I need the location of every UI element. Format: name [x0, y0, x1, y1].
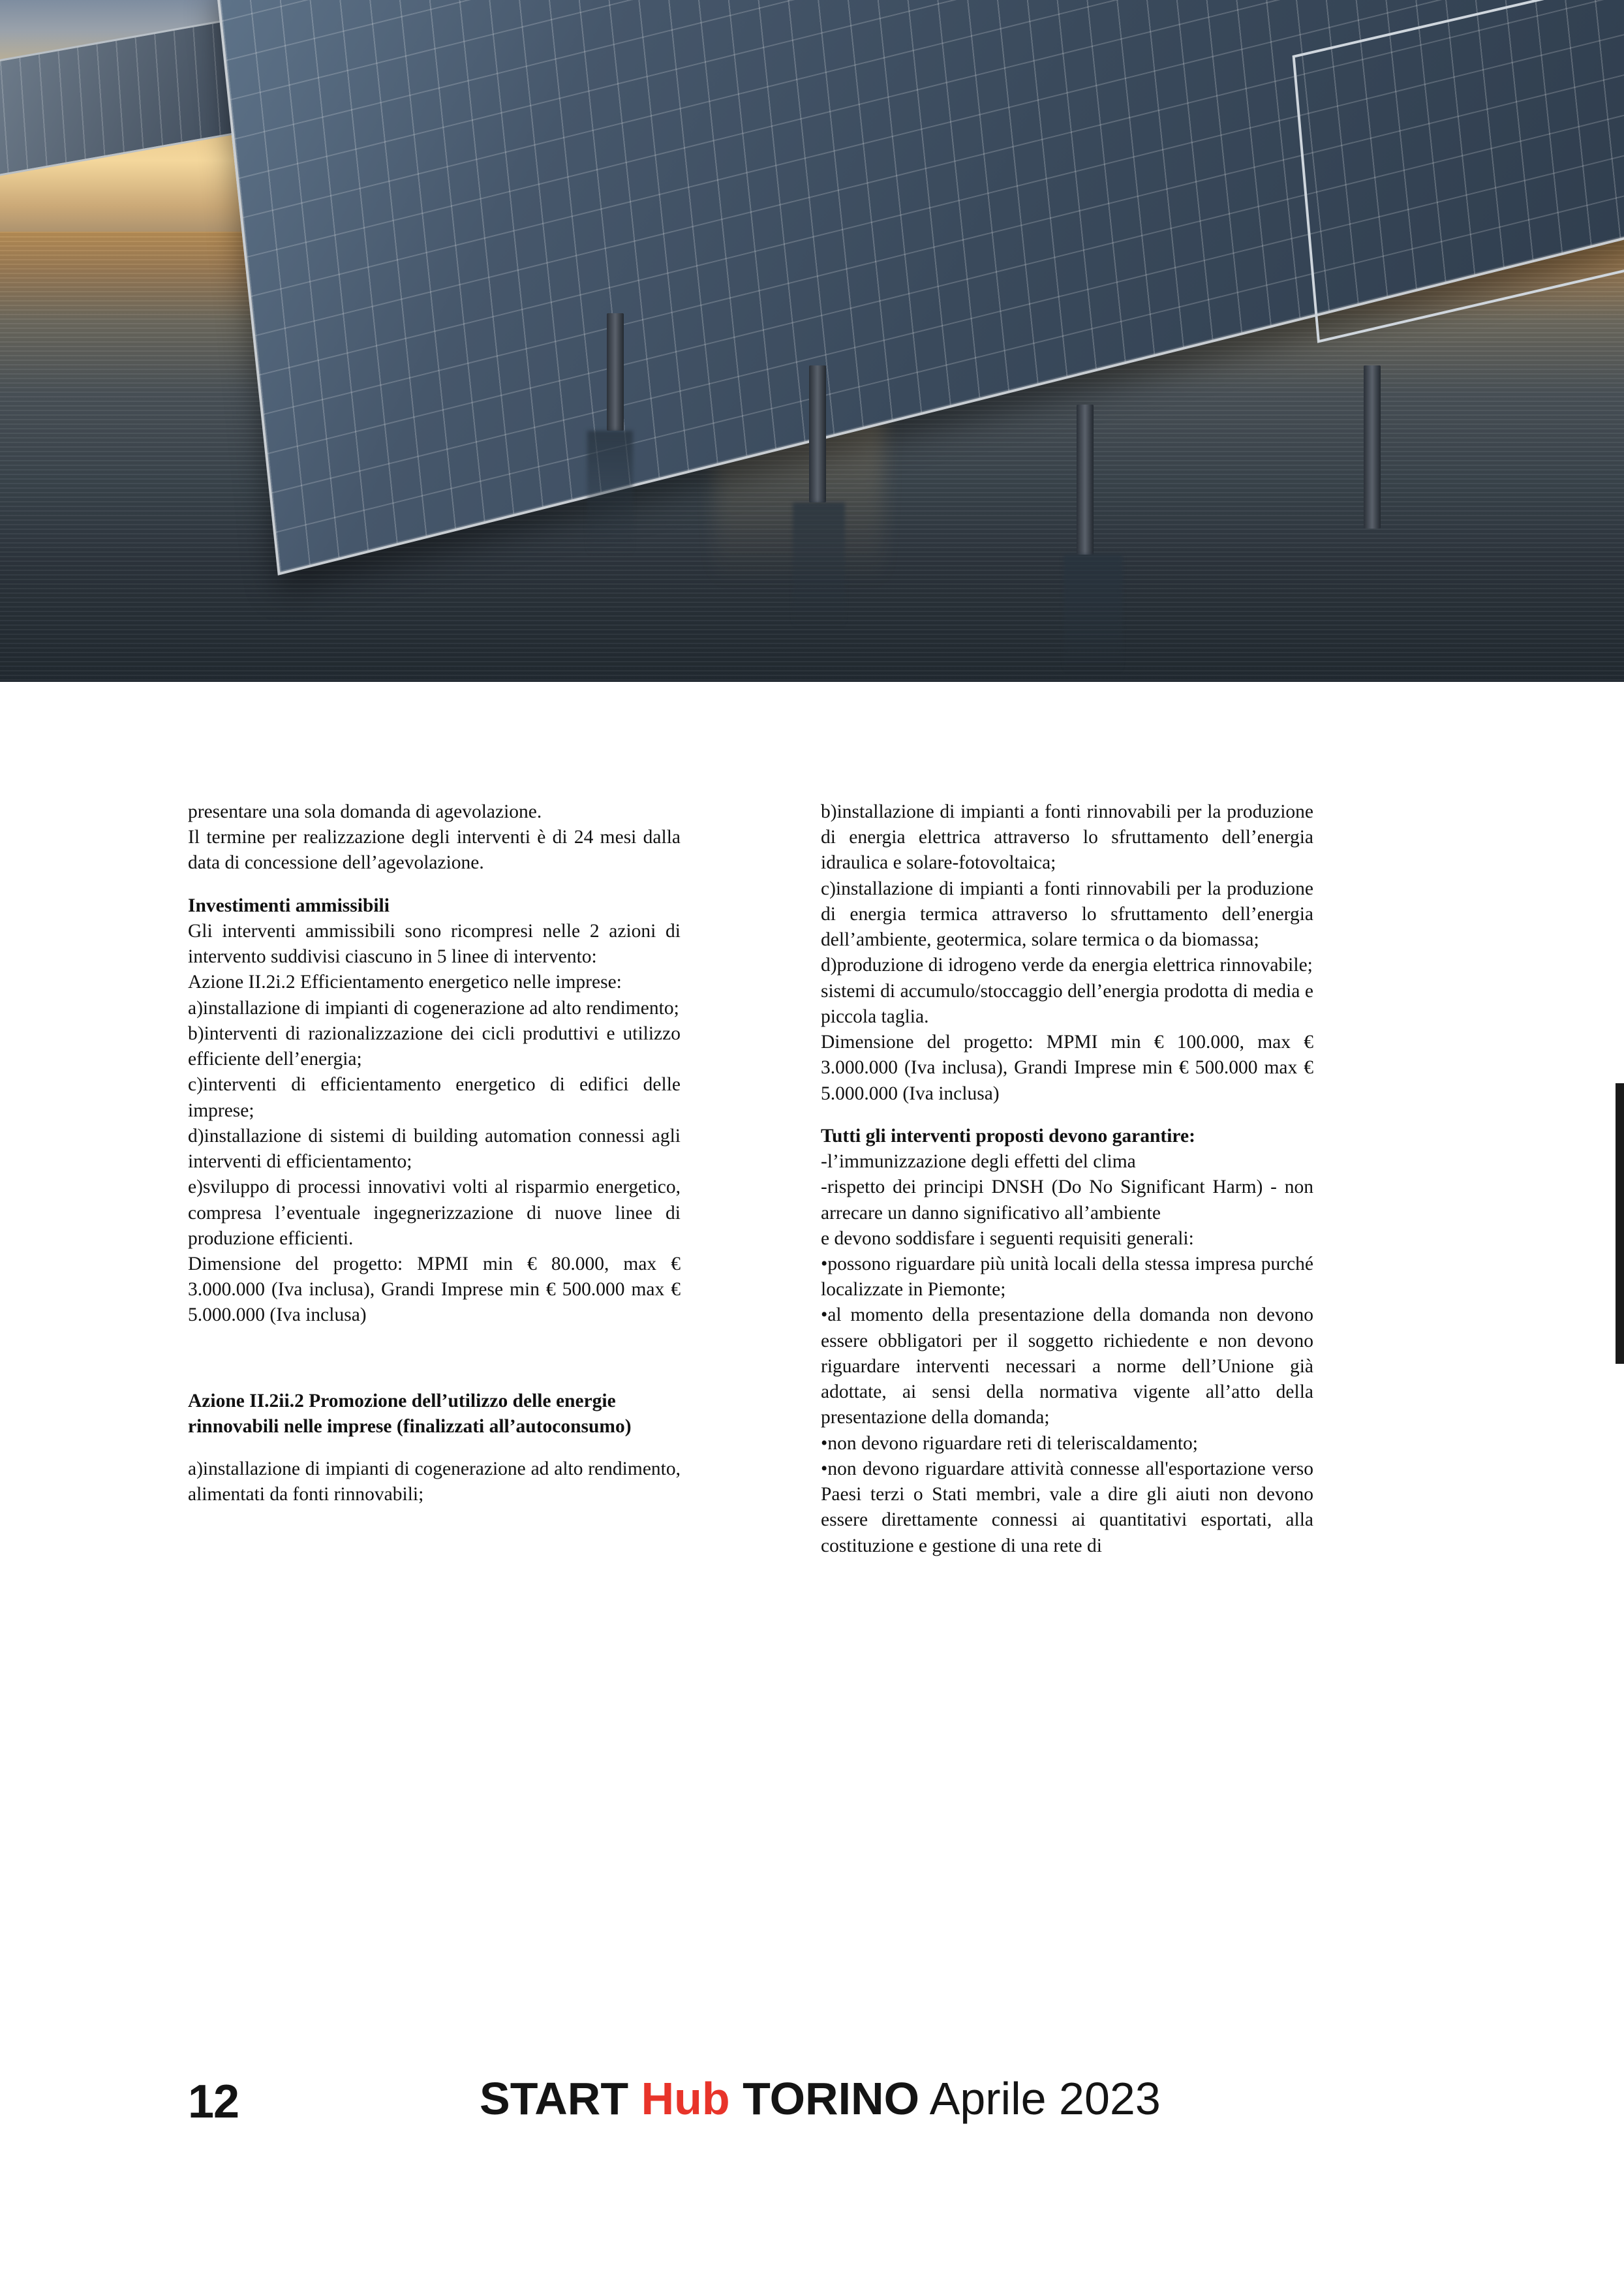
water-reflection — [1064, 555, 1122, 672]
list-item: •al momento della presentazione della domanda non devono essere obbligatori per il soggetto richiedente e non devono riguardare interventi necessari a norme dell’Unione già adottate, ai sensi della normativa vigente all’atto della presentazione della domanda; — [821, 1304, 1313, 1428]
paragraph: Dimensione del progetto: MPMI min € 100.000, max € 3.000.000 (Iva inclusa), Grandi Imprese min € 500.000 max € 5.000.000 (Iva inclusa) — [821, 1032, 1313, 1104]
left-text-column — [188, 799, 681, 1559]
panel-support-pylon — [1364, 365, 1381, 529]
page-number: 12 — [188, 2076, 239, 2128]
paragraph: Azione II.2i.2 Efficientamento energetico nelle imprese: — [188, 972, 622, 993]
publication-title — [480, 2072, 1161, 2125]
list-item: •non devono riguardare reti di teleriscaldamento; — [821, 1432, 1198, 1454]
list-item: •non devono riguardare attività connesse all'esportazione verso Paesi terzi o Stati membri, vale a dire gli aiuti non devono essere direttamente connessi ai quantitativi esportati, alla costituzione e gestione di una rete di — [821, 1458, 1313, 1556]
list-item: a)installazione di impianti di cogenerazione ad alto rendimento; — [188, 997, 679, 1019]
paragraph: Dimensione del progetto: MPMI min € 80.000, max € 3.000.000 (Iva inclusa), Grandi Imprese min € 500.000 max € 5.000.000 (Iva inclusa) — [188, 1253, 681, 1326]
section-heading-garantire: Tutti gli interventi proposti devono garantire: — [821, 1125, 1195, 1147]
list-item: b)interventi di razionalizzazione dei cicli produttivi e utilizzo efficiente dell’energia; — [188, 1023, 681, 1070]
brand-hub: Hub — [641, 2073, 730, 2124]
issue-date: Aprile 2023 — [919, 2073, 1161, 2124]
brand-torino: TORINO — [729, 2073, 920, 2124]
hero-image — [0, 0, 1624, 682]
paragraph: presentare una sola domanda di agevolazione. — [188, 801, 542, 822]
panel-support-pylon — [809, 365, 826, 502]
panel-support-pylon — [607, 313, 624, 431]
paragraph: Il termine per realizzazione degli interventi è di 24 mesi dalla data di concessione dell’agevolazione. — [188, 827, 681, 874]
list-item: c)installazione di impianti a fonti rinnovabili per la produzione di energia termica attraverso lo sfruttamento dell’energia dell’ambiente, geotermica, solare termica o da biomassa; — [821, 878, 1313, 951]
list-item: d)installazione di sistemi di building automation connessi agli interventi di efficientamento; — [188, 1125, 681, 1173]
right-text-column — [821, 799, 1313, 1559]
water-reflection — [587, 431, 633, 555]
list-item: a)installazione di impianti di cogenerazione ad alto rendimento, alimentati da fonti rinnovabili; — [188, 1458, 681, 1505]
list-item: •possono riguardare più unità locali della stessa impresa purché localizzate in Piemonte; — [821, 1253, 1313, 1301]
list-item: c)interventi di efficientamento energetico di edifici delle imprese; — [188, 1074, 681, 1121]
paragraph: e devono soddisfare i seguenti requisiti generali: — [821, 1227, 1194, 1249]
list-item: -l’immunizzazione degli effetti del clima — [821, 1151, 1136, 1173]
list-item: b)installazione di impianti a fonti rinnovabili per la produzione di energia elettrica attraverso lo sfruttamento dell’energia idraulica e solare-fotovoltaica; — [821, 801, 1313, 874]
section-heading-azione: Azione II.2ii.2 Promozione dell’utilizzo delle energie rinnovabili nelle imprese (finalizzati all’autoconsumo) — [188, 1390, 632, 1437]
two-column-layout — [188, 799, 1441, 1559]
brand-start: START — [480, 2073, 641, 2124]
list-item: e)sviluppo di processi innovativi volti al risparmio energetico, compresa l’eventuale ingegnerizzazione di nuove linee di produzione efficienti. — [188, 1177, 681, 1249]
list-item: -rispetto dei principi DNSH (Do No Significant Harm) - non arrecare un danno significativo all’ambiente — [821, 1177, 1313, 1224]
list-item: d)produzione di idrogeno verde da energia elettrica rinnovabile; — [821, 955, 1313, 976]
page-footer — [0, 2075, 1624, 2173]
section-heading-investimenti: Investimenti ammissibili — [188, 895, 390, 916]
paragraph: Gli interventi ammissibili sono ricompresi nelle 2 azioni di intervento suddivisi ciascuno in 5 linee di intervento: — [188, 920, 681, 968]
paragraph: sistemi di accumulo/stoccaggio dell’energia prodotta di media e piccola taglia. — [821, 980, 1313, 1027]
panel-support-pylon — [1077, 405, 1094, 555]
page-edge-marker — [1616, 1083, 1624, 1364]
water-reflection — [793, 502, 845, 626]
